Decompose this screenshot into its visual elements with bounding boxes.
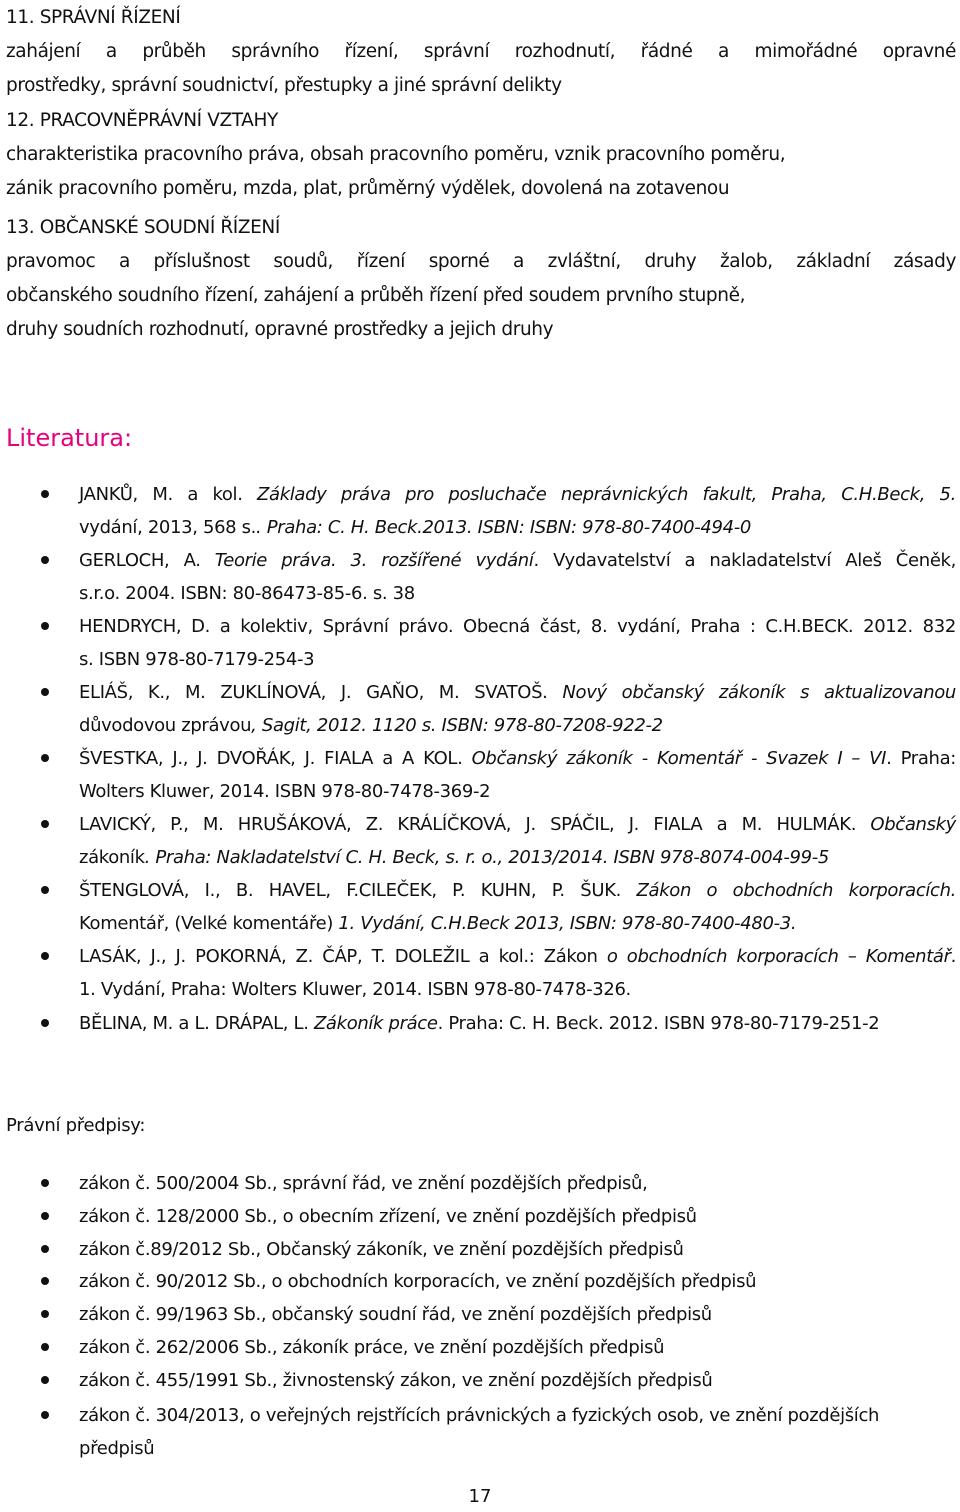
regulation-text: zákon č.89/2012 Sb., Občanský zákoník, ve znění pozdějších předpisů <box>79 1239 684 1260</box>
literature-title-italic: Základy práva pro posluchače neprávnických fakult, Praha, C.H.Beck, 5. <box>257 484 956 505</box>
literature-text: LAVICKÝ, P., M. HRUŠÁKOVÁ, Z. KRÁLÍČKOVÁ, J. SPÁČIL, J. FIALA a M. HULMÁK. <box>79 814 871 835</box>
bullet-icon <box>41 952 49 960</box>
section-text-line: pravomoc a příslušnost soudů, řízení sporné a zvláštní, druhy žalob, základní zásady <box>6 251 956 272</box>
literature-text: s.r.o. 2004. ISBN: 80-86473-85-6. s. 38 <box>79 583 415 604</box>
literature-title-italic: Zákoník práce <box>313 1013 438 1034</box>
literature-title-italic: Teorie práva. 3. rozšířené vydání <box>214 550 534 571</box>
literature-item-line <box>79 742 956 775</box>
literature-item-line <box>79 907 956 940</box>
literature-title-italic: . Praha: C. H. Beck.2013. ISBN: ISBN: 978-80-7400-494-0 <box>256 517 751 538</box>
literature-title-italic: Zákon o obchodních korporacích. <box>636 880 956 901</box>
regulation-text: předpisů <box>79 1438 155 1459</box>
section-text-line: charakteristika pracovního práva, obsah pracovního poměru, vznik pracovního poměru, <box>6 144 786 165</box>
bullet-icon <box>41 1277 49 1285</box>
bullet-icon <box>41 1245 49 1253</box>
literature-item-line <box>79 1007 956 1040</box>
literature-text: zákoník <box>79 847 145 868</box>
literature-text: Wolters Kluwer, 2014. ISBN 978-80-7478-369-2 <box>79 781 491 802</box>
section-heading: 13. OBČANSKÉ SOUDNÍ ŘÍZENÍ <box>6 217 280 238</box>
section-heading: 11. SPRÁVNÍ ŘÍZENÍ <box>6 7 181 28</box>
regulation-text: zákon č. 304/2013, o veřejných rejstřících právnických a fyzických osob, ve znění pozdějších <box>79 1405 880 1426</box>
bullet-icon <box>41 886 49 894</box>
bullet-icon <box>41 556 49 564</box>
literature-text: vydání, 2013, 568 s. <box>79 517 257 538</box>
bullet-icon <box>41 490 49 498</box>
literature-text: HENDRYCH, D. a kolektiv, Správní právo. Obecná část, 8. vydání, Praha : C.H.BECK. 2012. 832 <box>79 616 956 637</box>
literature-text: ŠTENGLOVÁ, I., B. HAVEL, F.CILEČEK, P. KUHN, P. ŠUK. <box>79 880 637 901</box>
page-number: 17 <box>468 1486 492 1507</box>
bullet-icon <box>41 1019 49 1027</box>
literature-item-line <box>79 709 956 742</box>
literature-text: BĚLINA, M. a L. DRÁPAL, L. <box>79 1013 314 1034</box>
regulations-heading: Právní předpisy: <box>6 1115 146 1136</box>
literature-item-line <box>79 511 956 544</box>
literature-heading: Literatura: <box>6 424 133 452</box>
literature-text: s. ISBN 978-80-7179-254-3 <box>79 649 315 670</box>
literature-text: . <box>950 946 957 967</box>
literature-text: důvodovou zprávou <box>79 715 252 736</box>
section-11 <box>6 1 956 103</box>
literature-text: ELIÁŠ, K., M. ZUKLÍNOVÁ, J. GAŇO, M. SVATOŠ. <box>79 682 563 703</box>
literature-title-italic: . Praha: Nakladatelství C. H. Beck, s. r. o., 2013/2014. ISBN 978-8074-004-99-5 <box>144 847 829 868</box>
literature-title-italic: 1. Vydání, C.H.Beck 2013, ISBN: 978-80-7400-480-3. <box>333 913 797 934</box>
bullet-icon <box>41 622 49 630</box>
literature-item-line <box>79 478 956 511</box>
literature-text: ŠVESTKA, J., J. DVOŘÁK, J. FIALA a A KOL. <box>79 748 472 769</box>
section-text-line: občanského soudního řízení, zahájení a průběh řízení před soudem prvního stupně, <box>6 285 746 306</box>
literature-item-line <box>79 775 956 808</box>
regulation-text: zákon č. 99/1963 Sb., občanský soudní řád, ve znění pozdějších předpisů <box>79 1304 712 1325</box>
literature-item-line <box>79 940 956 973</box>
bullet-icon <box>41 688 49 696</box>
regulation-text: zákon č. 455/1991 Sb., živnostenský zákon, ve znění pozdějších předpisů <box>79 1370 713 1391</box>
literature-item-line <box>79 544 956 577</box>
literature-title-italic: Nový občanský zákoník s aktualizovanou <box>562 682 956 703</box>
literature-title-italic: Občanský <box>870 814 956 835</box>
section-text-line: zahájení a průběh správního řízení, správní rozhodnutí, řádné a mimořádné opravné <box>6 41 956 62</box>
bullet-icon <box>41 1376 49 1384</box>
section-13 <box>6 211 956 347</box>
literature-title-italic: , Sagit, 2012. 1120 s. ISBN: 978-80-7208-922-2 <box>251 715 663 736</box>
literature-item-line <box>79 643 956 676</box>
literature-text: GERLOCH, A. <box>79 550 215 571</box>
literature-item-line <box>79 808 956 841</box>
literature-title-italic: Občanský zákoník - Komentář - Svazek I – VI <box>471 748 887 769</box>
regulation-text: zákon č. 262/2006 Sb., zákoník práce, ve znění pozdějších předpisů <box>79 1337 665 1358</box>
section-text-line: zánik pracovního poměru, mzda, plat, průměrný výdělek, dovolená na zotavenou <box>6 178 730 199</box>
literature-text: JANKŮ, M. a kol. <box>79 484 258 505</box>
literature-item-line <box>79 841 956 874</box>
bullet-icon <box>41 1343 49 1351</box>
bullet-icon <box>41 1310 49 1318</box>
regulation-text: zákon č. 500/2004 Sb., správní řád, ve znění pozdějších předpisů, <box>79 1173 648 1194</box>
section-text-line: druhy soudních rozhodnutí, opravné prostředky a jejich druhy <box>6 319 554 340</box>
literature-title-italic: o obchodních korporacích – Komentář <box>606 946 951 967</box>
literature-text: 1. Vydání, Praha: Wolters Kluwer, 2014. ISBN 978-80-7478-326. <box>79 979 631 1000</box>
regulation-text: zákon č. 128/2000 Sb., o obecním zřízení, ve znění pozdějších předpisů <box>79 1206 697 1227</box>
literature-text: . Praha: <box>886 748 956 769</box>
bullet-icon <box>41 1411 49 1419</box>
literature-text: Komentář, (Velké komentáře) <box>79 913 334 934</box>
regulation-text: zákon č. 90/2012 Sb., o obchodních korporacích, ve znění pozdějších předpisů <box>79 1271 757 1292</box>
literature-text: . Vydavatelství a nakladatelství Aleš Čeněk, <box>533 550 956 571</box>
section-text-line: prostředky, správní soudnictví, přestupky a jiné správní delikty <box>6 75 562 96</box>
literature-item-line <box>79 577 956 610</box>
literature-item-line <box>79 676 956 709</box>
literature-item-line <box>79 973 956 1006</box>
bullet-icon <box>41 820 49 828</box>
bullet-icon <box>41 754 49 762</box>
literature-text: LASÁK, J., J. POKORNÁ, Z. ČÁP, T. DOLEŽIL a kol.: Zákon <box>79 946 607 967</box>
literature-item-line <box>79 874 956 907</box>
literature-item-line <box>79 610 956 643</box>
section-12 <box>6 104 956 206</box>
bullet-icon <box>41 1212 49 1220</box>
section-heading: 12. PRACOVNĚPRÁVNÍ VZTAHY <box>6 110 278 131</box>
literature-text: . Praha: C. H. Beck. 2012. ISBN 978-80-7179-251-2 <box>437 1013 880 1034</box>
bullet-icon <box>41 1179 49 1187</box>
